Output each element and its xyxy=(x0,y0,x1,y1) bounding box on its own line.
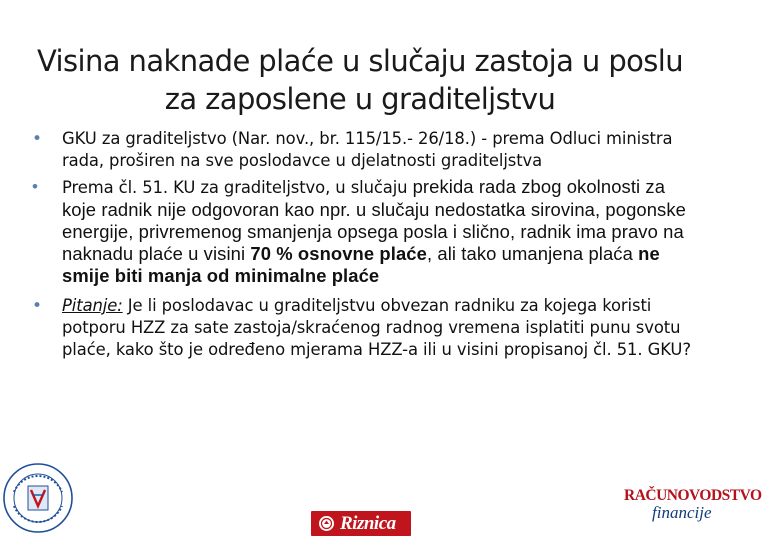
slide-title xyxy=(20,42,700,118)
riznica-logo-text: Riznica xyxy=(340,512,396,534)
emphasis-minimum-wage: ne smije biti manja od minimalne plaće xyxy=(62,243,660,286)
rif-logo xyxy=(624,487,762,536)
title-line-2: za zaposlene u graditeljstvu xyxy=(164,82,556,116)
bullet-list xyxy=(24,128,704,361)
riznica-seal-icon xyxy=(318,515,335,532)
rif-logo-line-1: RAČUNOVODSTVO xyxy=(624,487,762,504)
emphasis-70-percent: 70 % osnovne plaće xyxy=(250,243,427,264)
rif-logo-line-2: financije xyxy=(652,503,712,522)
question-label: Pitanje: xyxy=(62,296,123,315)
bullet-marker: • xyxy=(32,129,42,149)
bullet-text-lead: Prema čl. 51. KU za graditeljstvo, u slučaju xyxy=(62,178,413,197)
bullet-text: GKU za graditeljstvo (Nar. nov., br. 115/15.- 26/18.) - prema Odluci ministra rada, proširen na sve poslodavce u djelatnosti graditeljstva xyxy=(62,129,673,170)
top-band xyxy=(0,0,720,28)
bullet-item xyxy=(24,128,704,172)
bullet-marker: • xyxy=(32,177,38,196)
riznica-logo xyxy=(311,511,411,536)
bullet-text-middle: , ali tako umanjena plaća xyxy=(426,243,639,264)
question-text: Je li poslodavac u graditeljstvu obvezan radniku za kojega koristi potporu HZZ za sate zastoja/skraćenog radnog vremena isplatiti punu svotu plaće, kako što je određeno mjerama HZZ-a ili u visini propisanoj čl. 51. GKU? xyxy=(62,296,691,359)
bullet-item xyxy=(24,295,704,361)
title-line-1: Visina naknade plaće u slučaju zastoja u poslu xyxy=(36,44,684,78)
bullet-marker: • xyxy=(32,296,42,316)
bullet-item xyxy=(24,176,704,287)
association-seal-logo xyxy=(2,462,74,534)
bullet-text-body: prekida rada zbog okolnosti za koje radnik nije odgovoran kao npr. u slučaju nedostatka sirovina, pogonske energije, privremenog smanjenja opsega posla i slično, radnik ima pravo na naknadu plaće u visini xyxy=(62,176,686,264)
